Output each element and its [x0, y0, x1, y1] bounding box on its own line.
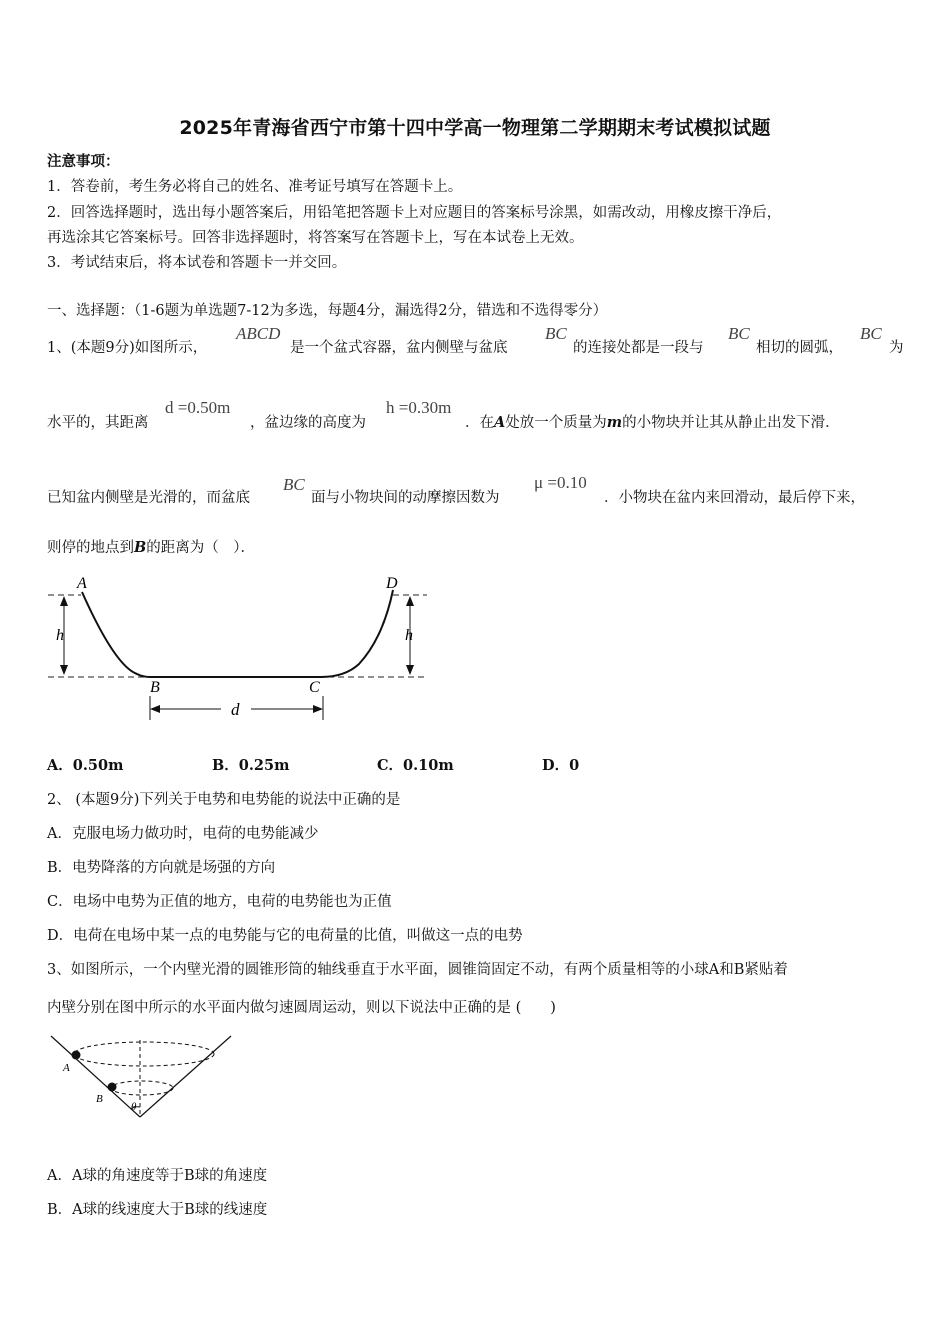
q2-option: C．电场中电势为正值的地方，电荷的电势能也为正值	[47, 894, 392, 910]
notice-item: 再选涂其它答案标号。回答非选择题时，将答案写在答题卡上，写在本试卷上无效。	[47, 230, 584, 246]
notice-heading: 注意事项：	[47, 153, 120, 170]
notice-item: 3．考试结束后，将本试卷和答题卡一并交回。	[47, 255, 347, 271]
q1-text: 1、(本题9分)如图所示，	[47, 340, 208, 356]
q1-text: ．在A处放一个质量为m的小物块并让其从静止出发下滑．	[465, 414, 840, 431]
q1-text: 相切的圆弧，	[756, 340, 843, 356]
q1-text: 已知盆内侧壁是光滑的，而盆底	[47, 490, 250, 506]
section-heading: 一、选择题：（1-6题为单选题7-12为多选，每题4分，漏选得2分，错选和不选得零分）	[47, 303, 608, 319]
cone-label-a: A	[63, 1062, 70, 1074]
label-a: A	[77, 575, 87, 592]
page-title: 2025年青海省西宁市第十四中学高一物理第二学期期末考试模拟试题	[179, 117, 771, 139]
q1-math-bc: BC	[860, 324, 882, 343]
label-b: B	[150, 679, 160, 696]
q2-option: A．克服电场力做功时，电荷的电势能减少	[47, 826, 319, 842]
q1-text: ．小物块在盆内来回滑动，最后停下来，	[604, 490, 865, 506]
q3-stem: 内壁分别在图中所示的水平面内做匀速圆周运动，则以下说法中正确的是 ( )	[47, 1000, 556, 1016]
q1-math-bc: BC	[728, 324, 750, 343]
cone-label-theta: θ	[131, 1101, 137, 1113]
q1-text: 为	[889, 340, 904, 356]
q1-math-abcd: ABCD	[236, 324, 281, 343]
q2-option: D．电荷在电场中某一点的电势能与它的电荷量的比值，叫做这一点的电势	[47, 928, 523, 944]
label-d-point: D	[386, 575, 398, 592]
q2-stem: 2、 (本题9分)下列关于电势和电势能的说法中正确的是	[47, 792, 401, 808]
q1-math-bc: BC	[545, 324, 567, 343]
label-d-distance: d	[231, 700, 240, 719]
notice-item: 2．回答选择题时，选出每小题答案后，用铅笔把答题卡上对应题目的答案标号涂黑，如需改动，用橡皮擦干净后，	[47, 205, 782, 221]
q1-math-bc: BC	[283, 475, 305, 494]
q3-stem: 3、如图所示，一个内壁光滑的圆锥形筒的轴线垂直于水平面，圆锥筒固定不动，有两个质量相等的小球A和B紧贴着	[47, 962, 788, 978]
label-h-left: h	[56, 627, 64, 644]
q1-math-d: d =0.50m	[165, 398, 231, 417]
cone-diagram	[45, 1030, 240, 1125]
q1-option: C．0.10m	[377, 757, 454, 774]
q3-option: B．A球的线速度大于B球的线速度	[47, 1202, 268, 1218]
label-c: C	[309, 679, 320, 696]
q1-option: A．0.50m	[47, 757, 124, 774]
q1-option: B．0.25m	[212, 757, 290, 774]
q1-text: 水平的，其距离	[47, 415, 149, 431]
q1-text: 的连接处都是一段与	[573, 340, 704, 356]
q1-text: ，盆边缘的高度为	[250, 415, 366, 431]
q3-option: A．A球的角速度等于B球的角速度	[47, 1168, 268, 1184]
q1-text: 则停的地点到B的距离为（ ）．	[47, 539, 256, 556]
q2-option: B．电势降落的方向就是场强的方向	[47, 860, 276, 876]
q1-text: 是一个盆式容器，盆内侧壁与盆底	[290, 340, 508, 356]
q1-text: 面与小物块间的动摩擦因数为	[311, 490, 500, 506]
notice-item: 1．答卷前，考生务必将自己的姓名、准考证号填写在答题卡上。	[47, 179, 463, 195]
label-h-right: h	[405, 627, 413, 644]
q1-math-h: h =0.30m	[386, 398, 452, 417]
q1-option: D．0	[542, 757, 580, 774]
q1-math-mu: μ =0.10	[534, 473, 587, 492]
basin-diagram	[45, 568, 435, 733]
cone-label-b: B	[96, 1093, 103, 1105]
